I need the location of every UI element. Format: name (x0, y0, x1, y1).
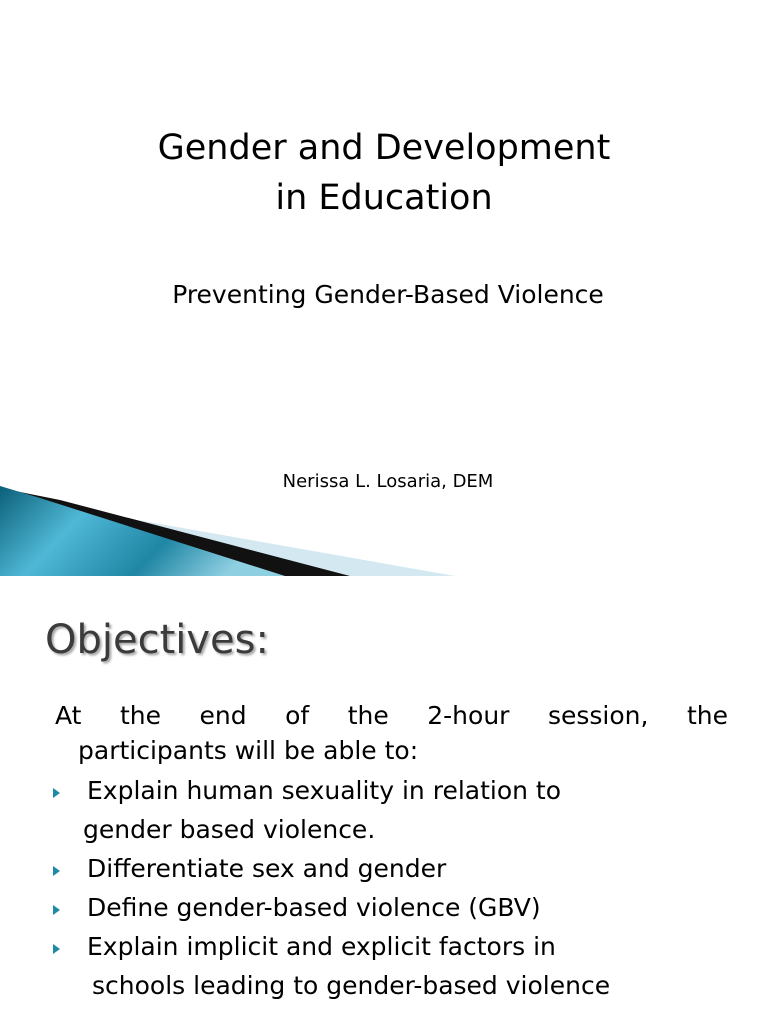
objective-text-continuation: gender based violence. (83, 815, 376, 844)
objective-text: Differentiate sex and gender (87, 854, 447, 883)
bullet-arrow-icon (53, 866, 60, 876)
objective-text-continuation: schools leading to gender-based violence (92, 971, 611, 1000)
swoosh-teal-band (0, 486, 285, 576)
intro-word: session, (547, 701, 649, 730)
intro-word: the (119, 701, 161, 730)
objective-text: Explain implicit and explicit factors in (87, 932, 556, 961)
intro-word: 2-hour (427, 701, 510, 730)
objectives-slide (0, 576, 768, 1024)
intro-word: end (199, 701, 247, 730)
bullet-arrow-icon (53, 788, 60, 798)
author-name: Nerissa L. Losaria, DEM (282, 471, 494, 492)
intro-continuation: participants will be able to: (78, 736, 419, 765)
bullet-arrow-icon (53, 944, 60, 954)
slide-title-line-2: in Education (275, 178, 493, 218)
objective-text: Define gender-based violence (GBV) (87, 893, 541, 922)
intro-word: At (55, 701, 82, 730)
intro-word: the (686, 701, 728, 730)
intro-word: the (347, 701, 389, 730)
bullet-arrow-icon (53, 905, 60, 915)
objectives-heading: Objectives: (45, 617, 269, 663)
intro-line-justified (55, 699, 728, 733)
objective-text: Explain human sexuality in relation to (87, 776, 562, 805)
slide-title-line-1: Gender and Development (157, 128, 611, 168)
slide-subtitle: Preventing Gender-Based Violence (172, 280, 604, 309)
decorative-swoosh (0, 476, 768, 576)
intro-word: of (285, 701, 310, 730)
